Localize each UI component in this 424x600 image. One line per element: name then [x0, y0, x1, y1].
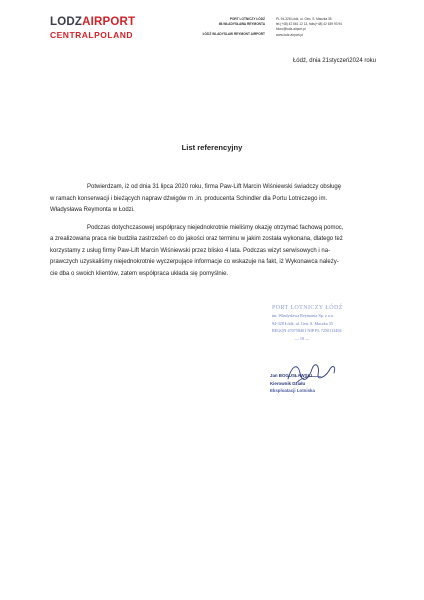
paragraph-line: a zrealizowana praca nie budziła zastrzeżeń co do jakości oraz terminu w jakim została wykonana, dlatego też [50, 236, 343, 242]
paragraph-line: cie dba o swoich klientów, zatem współpraca układa się pomyślnie. [50, 270, 229, 277]
logo-airport: AIRPORT [82, 16, 136, 28]
paragraph-line: Władysława Reymonta w Łodzi. [50, 207, 135, 213]
stamp-line: im. Władysława Reymonta Sp. z o.o. [272, 313, 335, 319]
signatory-department: Eksploatacji Lotniska [270, 388, 315, 394]
header-website: www.lodz-airport.pl [276, 32, 303, 37]
header-address: PL 94-328 Łódź, ul. Gen. S. Maczka 35 [276, 17, 332, 21]
paragraph-line: Podczas dotychczasowej współpracy niejednokrotnie mieliśmy okazję otrzymać fachową pomoc, [87, 224, 344, 231]
stamp-line: PORT LOTNICZY ŁÓDŹ [272, 305, 343, 311]
stamp-line: — 10 — [294, 335, 310, 341]
header-center-block [185, 17, 265, 37]
letter-body [50, 182, 370, 280]
paragraph-line: w ramach konserwacji i bieżących napraw dźwigów m .in. producenta Schindler dla Portu Lotniczego im. [50, 195, 328, 202]
stamp-line: REGON 470758401 NIP PL 7250113494 [272, 328, 342, 334]
paragraph-line: prawczych uzyskaliśmy niejednokrotnie wyczerpujące informacje co wskazuje na fakt, iż Wykonawca należy- [50, 259, 339, 265]
logo-line-2: CENTRALPOLAND [50, 29, 133, 40]
header-center-line: ŁÓDŹ WLADYSLAW REYMONT AIRPORT [202, 32, 265, 37]
header-contact-block [276, 17, 376, 38]
signature-block [270, 372, 370, 395]
header-phone: tel.(+48) 42 661 12 13, faks(+48) 42 639 93 94 [276, 22, 342, 27]
signatory-title: Kierownik Działu [270, 380, 306, 386]
header-email: biuro@lodz-airport.pl [276, 27, 306, 32]
signatory-name: Jan BOGUSŁAWSKI [270, 373, 312, 378]
paragraph-line: korzystamy z usług firmy Paw-Lift Marcin Wiśniewski przez blisko 4 lata. Podczas wizyt serwisowych i na- [50, 247, 331, 254]
header-center-line: PORT LOTNICZY ŁÓDŹ [229, 17, 265, 21]
airport-logo [50, 17, 135, 39]
company-stamp [272, 305, 372, 342]
logo-lodz: LODZ [50, 16, 83, 28]
header-center-line: IM.WŁADYSŁAWA REYMONTA [218, 21, 265, 26]
logo-line-1 [50, 17, 135, 29]
letter-date: Łódź, dnia 21styczeń2024 roku [292, 58, 376, 64]
stamp-line: 94-328 Łódź, ul. Gen. S. Maczka 35 [272, 320, 333, 326]
paragraph-line: Potwierdzam, iż od dnia 31 lipca 2020 roku, firma Paw-Lift Marcin Wiśniewski świadczy obsługę [87, 184, 342, 190]
letter-title: List referencyjny [181, 143, 243, 152]
